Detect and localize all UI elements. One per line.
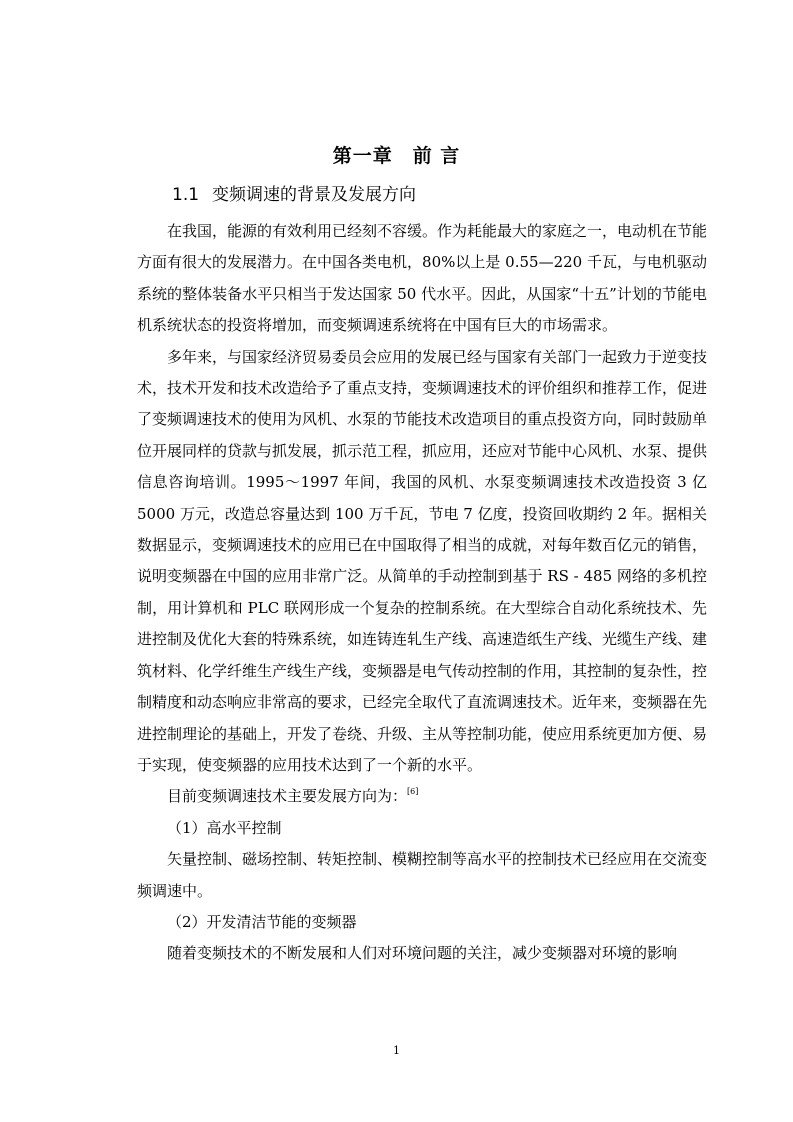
chapter-title: 第一章 前 言 — [332, 145, 461, 167]
paragraph-directions-intro — [137, 781, 707, 812]
item-text-2: 随着变频技术的不断发展和人们对环境问题的关注，减少变频器对环境的影响 — [167, 944, 678, 963]
item-heading-2: （2）开发清洁节能的变频器 — [167, 912, 357, 931]
section-title: 变频调速的背景及发展方向 — [212, 185, 416, 205]
item-heading-1: （1）高水平控制 — [167, 818, 282, 837]
citation-reference: [6] — [407, 787, 419, 797]
paragraph-history: 多年来，与国家经济贸易委员会应用的发展已经与国家有关部门一起致力于逆变技术，技术开发和技术改造给予了重点支持，变频调速技术的评价组织和推荐工作，促进了变频调速技术的使用为风机、水泵的节能技术改造项目的重点投资方向，同时鼓励单位开展同样的贷款与抓发展，抓示范工程，抓应用，还应对节能中心风机、水泵、提供信息咨询培训。1995～1997 年间，我国的风机、水泵变频调速技术改造投资 3 亿 5000 万元，改造总容量达到 100 万千瓦，节电 7 亿度，投资回收期约 2 年。据相关数据显示，变频调速技术的应用已在中国取得了相当的成就，对每年数百亿元的销售，说明变频器在中国的应用非常广泛。从简单的手动控制到基于 RS - 485 网络的多机控制，用计算机和 PLC 联网形成一个复杂的控制系统。在大型综合自动化系统技术、先进控制及优化大套的特殊系统，如连铸连轧生产线、高速造纸生产线、光缆生产线、建筑材料、化学纤维生产线生产线，变频器是电气传动控制的作用，其控制的复杂性，控制精度和动态响应非常高的要求，已经完全取代了直流调速技术。近年来，变频器在先进控制理论的基础上，开发了卷绕、升级、主从等控制功能，使应用系统更加方便、易于实现，使变频器的应用技术达到了一个新的水平。 — [137, 347, 708, 774]
section-heading — [172, 180, 416, 205]
body-text — [137, 216, 707, 970]
section-number: 1.1 — [172, 185, 200, 205]
directions-intro-text: 目前变频调速技术主要发展方向为： — [167, 787, 408, 806]
paragraph-energy: 在我国，能源的有效利用已经刻不容缓。作为耗能最大的家庭之一，电动机在节能方面有很大的发展潜力。在中国各类电机，80%以上是 0.55—220 千瓦，与电机驱动系统的整体装备水平只相当于发达国家 50 代水平。因此，从国家“十五”计划的节能电机系统状态的投资将增加，而变频调速系统将在中国有巨大的市场需求。 — [137, 222, 708, 335]
page-number: 1 — [393, 1044, 400, 1057]
item-text-1: 矢量控制、磁场控制、转矩控制、模糊控制等高水平的控制技术已经应用在交流变频调速中。 — [137, 850, 708, 900]
